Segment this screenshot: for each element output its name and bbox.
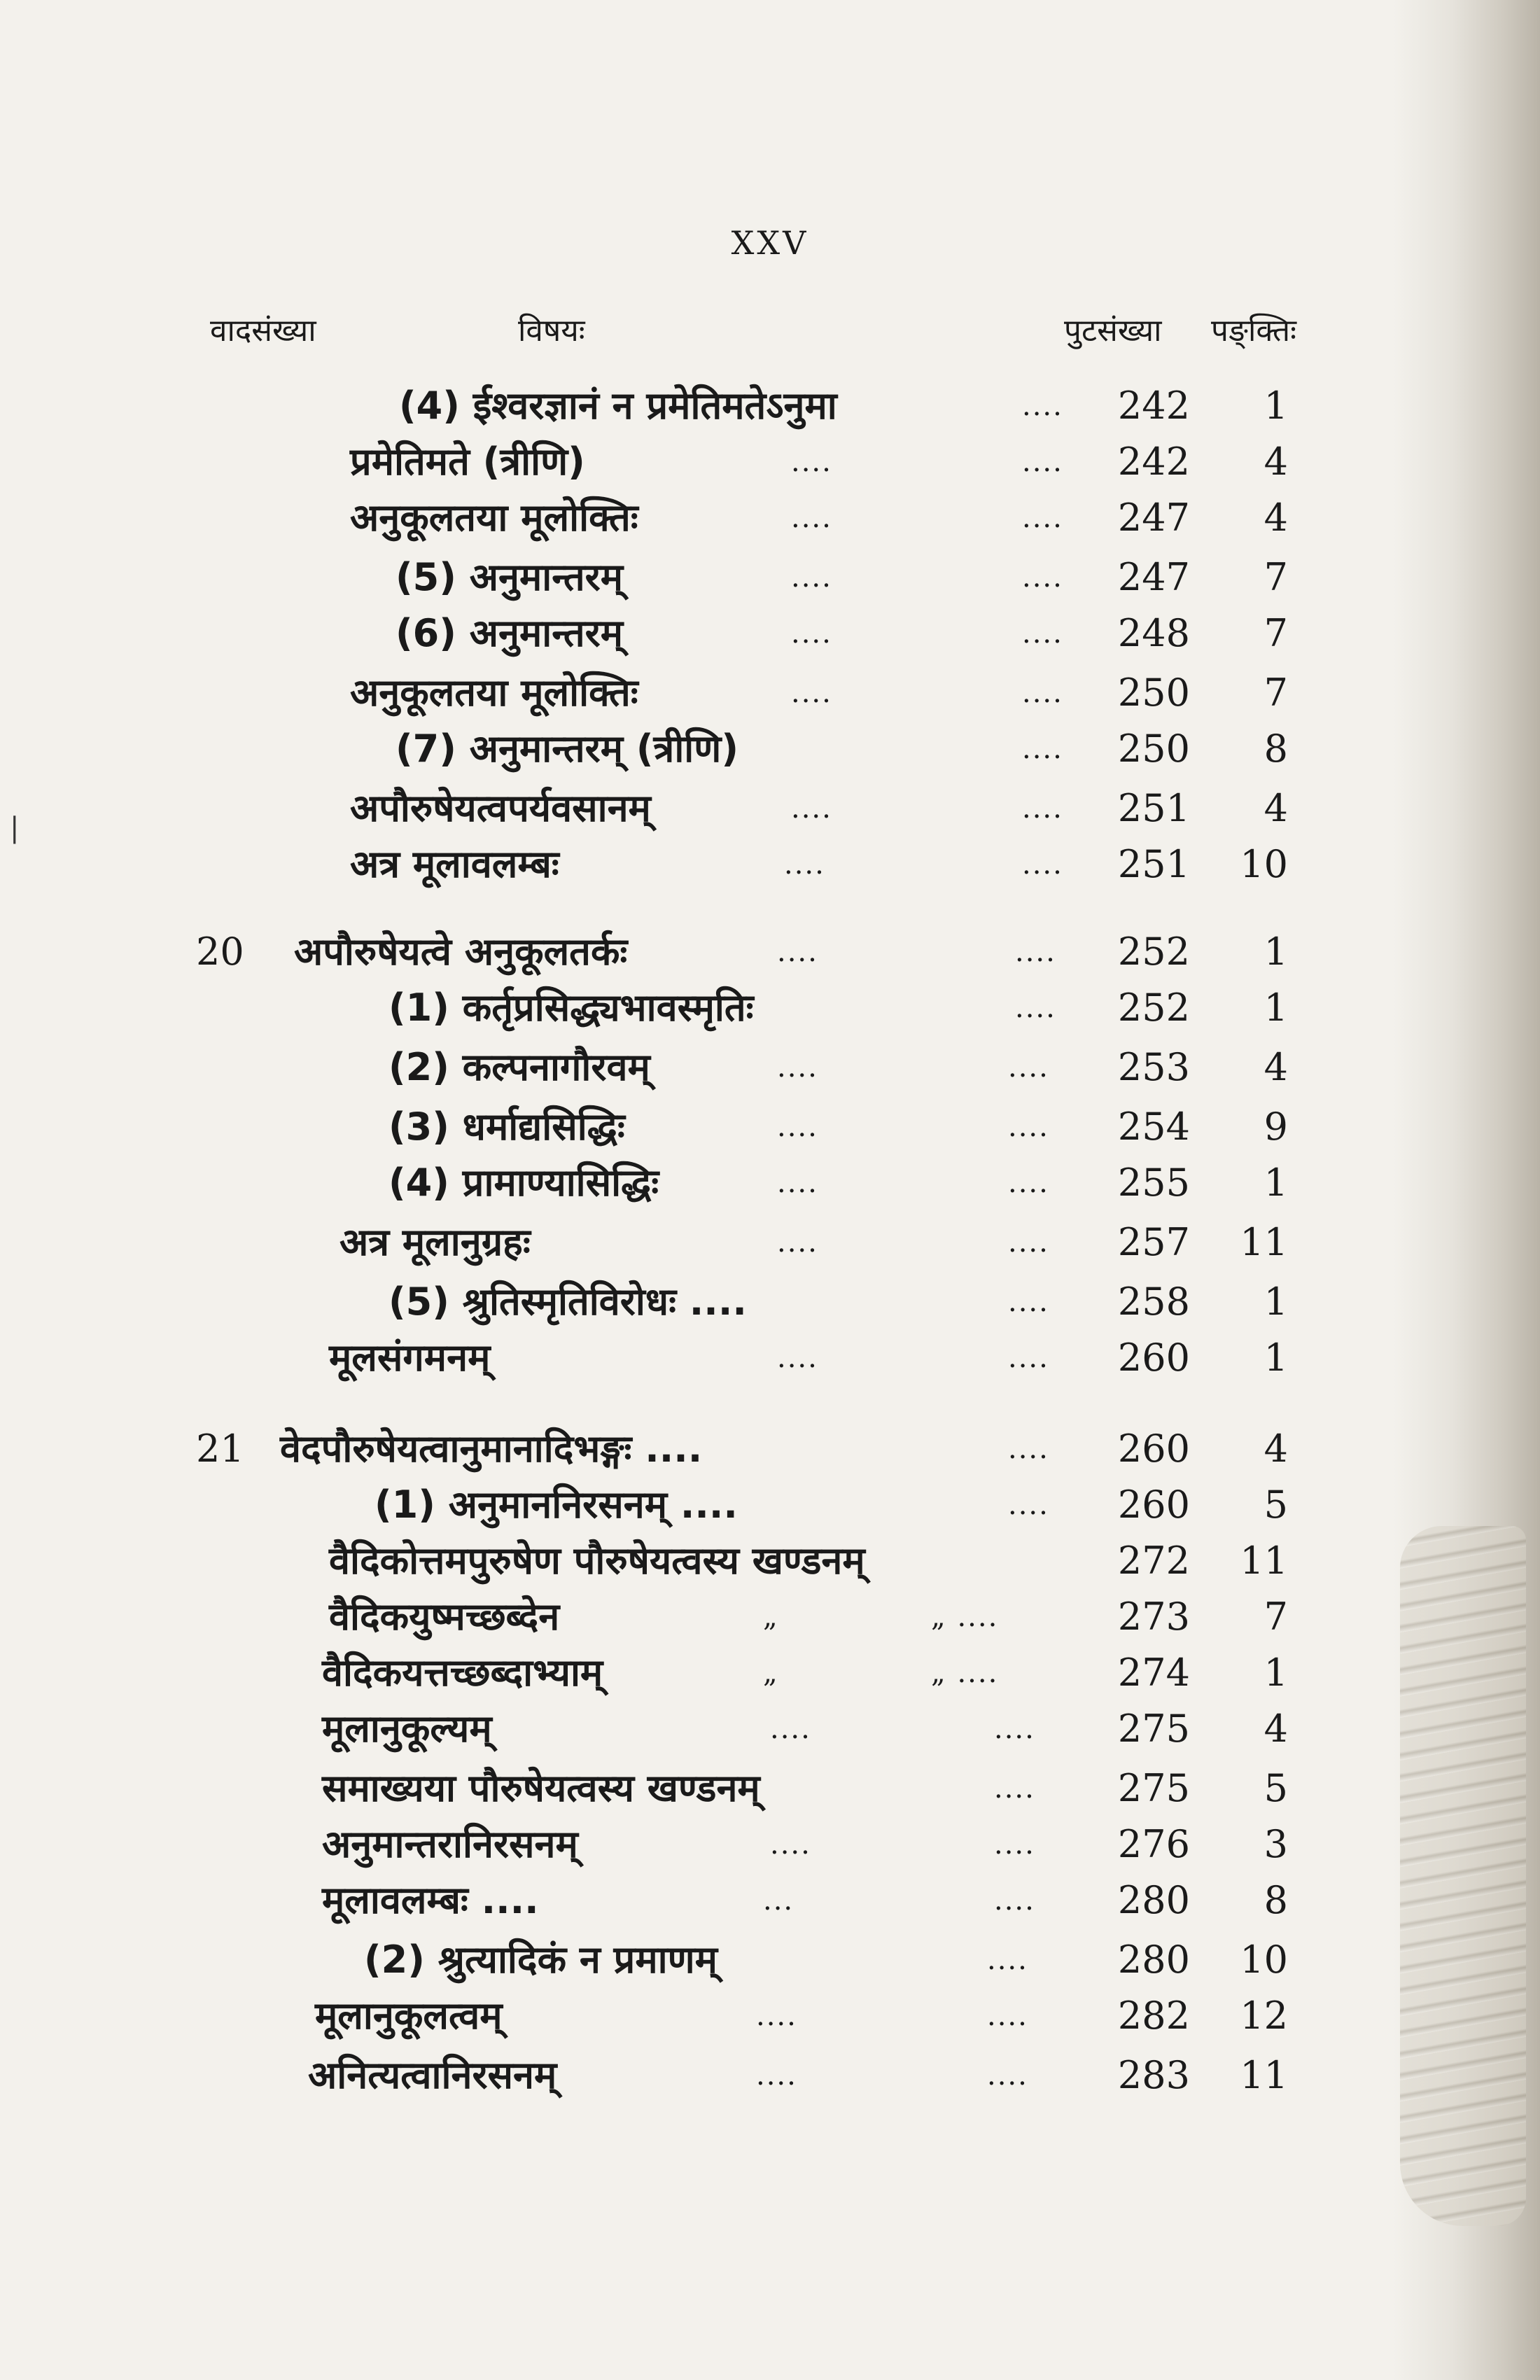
toc-leader-dots: .... — [791, 446, 832, 478]
toc-row — [0, 721, 1540, 777]
toc-topic: अनुकूलतया मूलोक्तिः — [350, 671, 638, 715]
toc-topic: समाख्यया पौरुषेयत्वस्य खण्डनम् — [322, 1766, 760, 1810]
toc-topic: अपौरुषेयत्वे अनुकूलतर्कः — [294, 930, 628, 974]
toc-leader-dots: .... — [1022, 848, 1063, 881]
toc-line-number: 1 — [1264, 1336, 1288, 1380]
toc-topic: वेदपौरुषेयत्वानुमानादिभङ्गः .... — [280, 1427, 703, 1471]
toc-leader-dots: .... — [777, 1342, 818, 1374]
toc-leader-dots: „ .... — [931, 1601, 999, 1633]
toc-row — [0, 490, 1540, 546]
toc-page-number: 260 — [1117, 1427, 1190, 1471]
toc-leader-dots: .... — [1008, 1433, 1049, 1465]
toc-line-number: 1 — [1264, 1280, 1288, 1324]
toc-row — [0, 1932, 1540, 1988]
toc-leader-dots: .... — [777, 936, 818, 968]
toc-row — [0, 434, 1540, 490]
toc-line-number: 4 — [1264, 786, 1288, 830]
toc-row — [0, 924, 1540, 980]
toc-page-number: 242 — [1117, 384, 1190, 428]
toc-line-number: 1 — [1264, 1161, 1288, 1205]
toc-leader-dots: .... — [1022, 446, 1063, 478]
toc-row — [0, 2047, 1540, 2104]
toc-page-number: 248 — [1117, 611, 1190, 655]
toc-line-number: 11 — [1240, 2053, 1288, 2097]
toc-leader-dots: .... — [1022, 733, 1063, 765]
toc-line-number: 8 — [1264, 727, 1288, 771]
toc-page-number: 274 — [1117, 1651, 1190, 1695]
toc-page-number: 252 — [1117, 986, 1190, 1030]
toc-leader-dots: .... — [1015, 992, 1056, 1024]
toc-line-number: 4 — [1264, 496, 1288, 540]
toc-page-number: 250 — [1117, 727, 1190, 771]
toc-row — [0, 1421, 1540, 1477]
toc-leader-dots: .... — [756, 2000, 797, 2032]
toc-topic: अनुमान्तरानिरसनम् — [322, 1822, 578, 1866]
toc-leader-dots: .... — [784, 848, 825, 881]
toc-page-number: 260 — [1117, 1336, 1190, 1380]
toc-page-number: 275 — [1117, 1766, 1190, 1810]
toc-row — [0, 378, 1540, 434]
toc-line-number: 4 — [1264, 1427, 1288, 1471]
toc-page-number: 257 — [1117, 1220, 1190, 1264]
toc-page-number: 275 — [1117, 1707, 1190, 1751]
header-vada-sankhya: वादसंख्या — [210, 313, 316, 349]
toc-leader-dots: .... — [791, 677, 832, 709]
toc-topic: मूलानुकूल्यम् — [322, 1707, 492, 1751]
toc-page-number: 276 — [1117, 1822, 1190, 1866]
toc-leader-dots: .... — [1015, 936, 1056, 968]
toc-line-number: 1 — [1264, 384, 1288, 428]
toc-row — [0, 1040, 1540, 1096]
toc-leader-dots: .... — [770, 1828, 811, 1861]
toc-line-number: 9 — [1264, 1105, 1288, 1149]
toc-page-number: 280 — [1117, 1938, 1190, 1982]
toc-leader-dots: .... — [777, 1167, 818, 1199]
toc-row — [0, 1099, 1540, 1155]
toc-line-number: 1 — [1264, 930, 1288, 974]
toc-leader-dots: .... — [791, 792, 832, 825]
toc-line-number: 3 — [1264, 1822, 1288, 1866]
toc-topic: वैदिकयुष्मच्छब्देन — [329, 1595, 560, 1639]
toc-topic: अनित्यत्वानिरसनम् — [308, 2053, 557, 2097]
toc-leader-dots: .... — [994, 1713, 1035, 1745]
toc-leader-dots: .... — [1022, 561, 1063, 594]
toc-line-number: 7 — [1264, 671, 1288, 715]
toc-line-number: 1 — [1264, 986, 1288, 1030]
toc-page-number: 247 — [1117, 555, 1190, 599]
toc-leader-dots: .... — [777, 1111, 818, 1143]
toc-line-number: 7 — [1264, 1595, 1288, 1639]
toc-row — [0, 1988, 1540, 2044]
toc-topic: मूलानुकूलत्वम् — [315, 1994, 503, 2038]
toc-page-number: 258 — [1117, 1280, 1190, 1324]
toc-row — [0, 606, 1540, 662]
toc-row — [0, 1330, 1540, 1386]
toc-row — [0, 836, 1540, 892]
toc-topic: अत्र मूलानुग्रहः — [340, 1220, 531, 1264]
toc-topic: (7) अनुमान्तरम् (त्रीणि) — [396, 727, 739, 771]
toc-leader-dots: .... — [1008, 1051, 1049, 1084]
toc-page-number: 252 — [1117, 930, 1190, 974]
header-puta-sankhya: पुटसंख्या — [1064, 313, 1162, 349]
margin-mark: | — [10, 812, 20, 844]
toc-topic: अपौरुषेयत्वपर्यवसानम् — [350, 786, 651, 830]
toc-topic: मूलसंगमनम् — [329, 1336, 491, 1380]
toc-leader-dots: .... — [987, 2059, 1028, 2092]
toc-leader-dots: .... — [1008, 1226, 1049, 1259]
toc-topic: (4) प्रामाण्यासिद्धिः — [388, 1161, 659, 1205]
toc-page-number: 255 — [1117, 1161, 1190, 1205]
toc-page-number: 273 — [1117, 1595, 1190, 1639]
toc-page-number: 282 — [1117, 1994, 1190, 2038]
toc-row — [0, 780, 1540, 836]
toc-leader-dots: .... — [987, 1944, 1028, 1976]
toc-page-number: 247 — [1117, 496, 1190, 540]
toc-row — [0, 1589, 1540, 1645]
toc-section-number: 20 — [196, 930, 244, 974]
toc-leader-dots: .... — [1022, 677, 1063, 709]
toc-leader-dots: .... — [1008, 1286, 1049, 1318]
toc-leader-dots: „ .... — [931, 1657, 999, 1689]
toc-line-number: 11 — [1240, 1220, 1288, 1264]
toc-topic: मूलावलम्बः .... — [322, 1878, 539, 1922]
toc-leader-dots: .... — [987, 2000, 1028, 2032]
toc-row — [0, 1533, 1540, 1589]
toc-leader-dots: .... — [1008, 1342, 1049, 1374]
toc-leader-dots: „ — [763, 1601, 779, 1633]
toc-page-number: 251 — [1117, 786, 1190, 830]
toc-page-number: 253 — [1117, 1045, 1190, 1089]
toc-page-number: 250 — [1117, 671, 1190, 715]
toc-row — [0, 550, 1540, 606]
toc-leader-dots: .... — [1008, 1489, 1049, 1521]
toc-page-number: 283 — [1117, 2053, 1190, 2097]
toc-row — [0, 980, 1540, 1036]
toc-leader-dots: .... — [791, 502, 832, 534]
toc-leader-dots: ... — [763, 1884, 794, 1917]
toc-leader-dots: .... — [791, 617, 832, 650]
toc-leader-dots: .... — [1022, 502, 1063, 534]
toc-leader-dots: „ — [763, 1657, 779, 1689]
toc-leader-dots: .... — [770, 1713, 811, 1745]
toc-line-number: 4 — [1264, 1707, 1288, 1751]
toc-topic: (2) श्रुत्यादिकं न प्रमाणम् — [364, 1938, 718, 1982]
toc-page-number: 251 — [1117, 842, 1190, 886]
toc-topic: (5) अनुमान्तरम् — [396, 555, 624, 599]
toc-leader-dots: .... — [994, 1772, 1035, 1805]
toc-page-number: 260 — [1117, 1483, 1190, 1527]
toc-leader-dots: .... — [1022, 792, 1063, 825]
toc-topic: (4) ईश्वरज्ञानं न प्रमेतिमतेऽनुमा — [399, 384, 837, 428]
toc-line-number: 12 — [1240, 1994, 1288, 2038]
toc-row — [0, 1872, 1540, 1928]
toc-leader-dots: .... — [994, 1828, 1035, 1861]
toc-row — [0, 1701, 1540, 1757]
header-vishaya: विषयः — [518, 313, 585, 349]
toc-page-number: 242 — [1117, 440, 1190, 484]
toc-line-number: 7 — [1264, 611, 1288, 655]
toc-page-number: 254 — [1117, 1105, 1190, 1149]
toc-leader-dots: .... — [777, 1051, 818, 1084]
toc-page-number: 280 — [1117, 1878, 1190, 1922]
toc-line-number: 10 — [1240, 842, 1288, 886]
toc-row — [0, 1760, 1540, 1816]
toc-topic: (3) धर्माद्यसिद्धिः — [388, 1105, 625, 1149]
toc-leader-dots: .... — [777, 1226, 818, 1259]
toc-line-number: 11 — [1240, 1539, 1288, 1583]
toc-topic: (5) श्रुतिस्मृतिविरोधः .... — [388, 1280, 747, 1324]
toc-row — [0, 1274, 1540, 1330]
page-number: XXV — [731, 224, 809, 262]
toc-leader-dots: .... — [994, 1884, 1035, 1917]
toc-row — [0, 1155, 1540, 1211]
toc-topic: (2) कल्पनागौरवम् — [388, 1045, 650, 1089]
toc-topic: प्रमेतिमते (त्रीणि) — [350, 440, 585, 484]
toc-row — [0, 1645, 1540, 1701]
toc-row — [0, 1816, 1540, 1872]
toc-line-number: 5 — [1264, 1483, 1288, 1527]
toc-topic: (6) अनुमान्तरम् — [396, 611, 624, 655]
toc-line-number: 5 — [1264, 1766, 1288, 1810]
toc-line-number: 4 — [1264, 440, 1288, 484]
toc-section-number: 21 — [196, 1427, 244, 1471]
toc-topic: (1) अनुमाननिरसनम् .... — [374, 1483, 738, 1527]
toc-line-number: 4 — [1264, 1045, 1288, 1089]
toc-row — [0, 1214, 1540, 1270]
toc-topic: वैदिकयत्तच्छब्दाभ्याम् — [322, 1651, 603, 1695]
toc-leader-dots: .... — [1008, 1167, 1049, 1199]
toc-line-number: 1 — [1264, 1651, 1288, 1695]
toc-row — [0, 665, 1540, 721]
toc-row — [0, 1477, 1540, 1533]
toc-line-number: 8 — [1264, 1878, 1288, 1922]
toc-topic: वैदिकोत्तमपुरुषेण पौरुषेयत्वस्य खण्डनम् — [329, 1539, 865, 1583]
toc-page-number: 272 — [1117, 1539, 1190, 1583]
toc-topic: अनुकूलतया मूलोक्तिः — [350, 496, 638, 540]
toc-topic: अत्र मूलावलम्बः — [350, 842, 559, 886]
toc-line-number: 10 — [1240, 1938, 1288, 1982]
toc-leader-dots: .... — [756, 2059, 797, 2092]
toc-leader-dots: .... — [1022, 390, 1063, 422]
header-pankti: पङ्क्तिः — [1211, 313, 1296, 349]
toc-leader-dots: .... — [791, 561, 832, 594]
toc-leader-dots: .... — [1022, 617, 1063, 650]
toc-leader-dots: .... — [1008, 1111, 1049, 1143]
toc-line-number: 7 — [1264, 555, 1288, 599]
toc-topic: (1) कर्तृप्रसिद्ध्यभावस्मृतिः — [388, 986, 754, 1030]
